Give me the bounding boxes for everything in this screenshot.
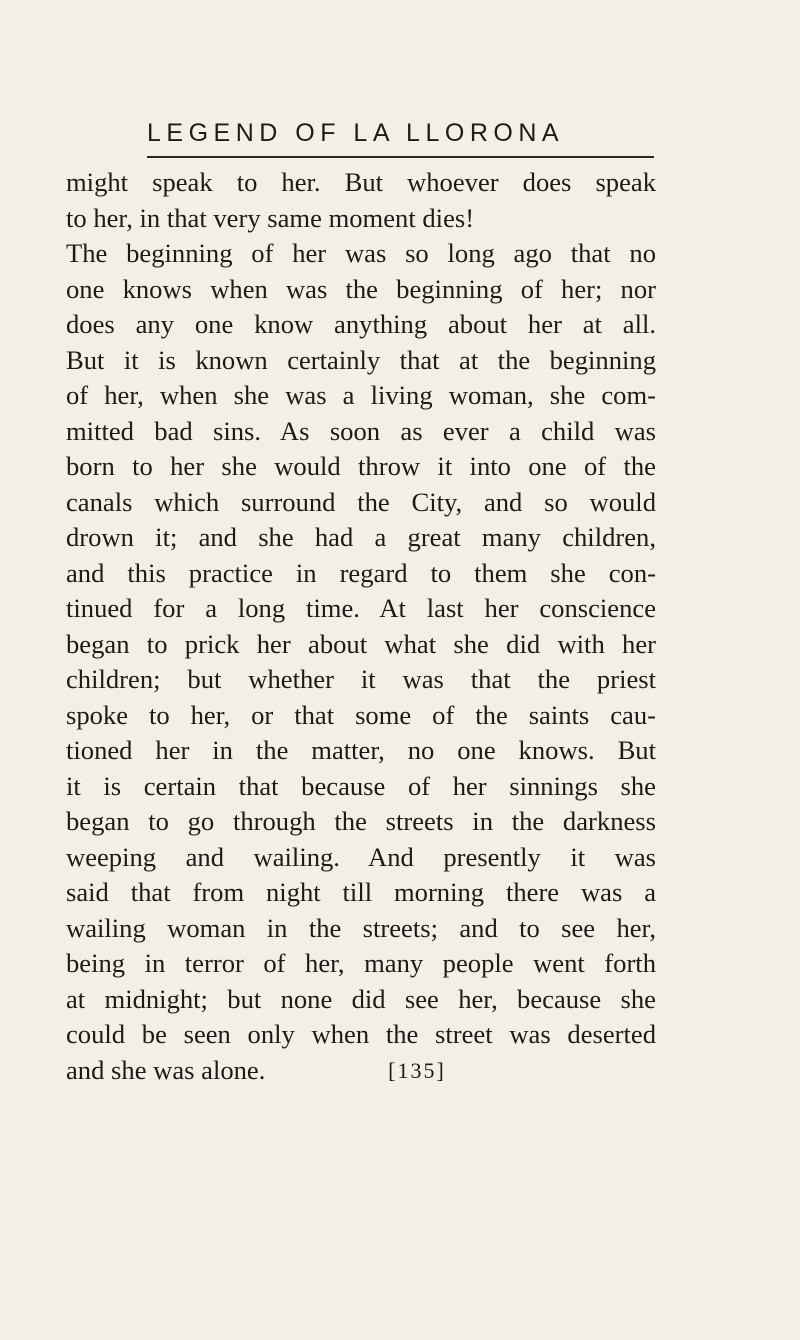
- body-text: [66, 165, 656, 1088]
- header-rule: [147, 156, 654, 158]
- text-line: and this practice in regard to them she con-: [66, 557, 656, 588]
- text-line: wailing woman in the streets; and to see her,: [66, 912, 656, 943]
- text-line: But it is known certainly that at the beginning: [66, 344, 656, 375]
- text-line: of her, when she was a living woman, she com-: [66, 380, 656, 410]
- text-line: weeping and wailing. And presently it was: [66, 841, 656, 872]
- text-line: could be seen only when the street was deserted: [66, 1019, 656, 1049]
- text-line: tinued for a long time. At last her conscience: [66, 593, 656, 623]
- page-number: [135]: [388, 1058, 446, 1083]
- text-line: it is certain that because of her sinnings she: [66, 770, 656, 801]
- text-line: said that from night till morning there was a: [66, 877, 656, 907]
- text-line: to her, in that very same moment dies!: [66, 202, 475, 233]
- text-line: children; but whether it was that the priest: [66, 664, 656, 694]
- text-line: one knows when was the beginning of her; nor: [66, 273, 656, 304]
- text-line: born to her she would throw it into one of the: [66, 451, 656, 481]
- text-line: spoke to her, or that some of the saints cau-: [66, 699, 656, 730]
- text-line: might speak to her. But whoever does speak: [66, 167, 656, 197]
- text-line: mitted bad sins. As soon as ever a child was: [66, 415, 656, 446]
- text-line: drown it; and she had a great many children,: [66, 522, 656, 552]
- running-header: LEGEND OF LA LLORONA: [147, 119, 565, 147]
- text-line: and she was alone.: [66, 1054, 266, 1085]
- text-line: canals which surround the City, and so would: [66, 486, 656, 517]
- text-line: The beginning of her was so long ago that no: [66, 238, 656, 268]
- text-line: at midnight; but none did see her, because she: [66, 983, 656, 1014]
- text-line: began to prick her about what she did with her: [66, 628, 656, 659]
- text-line: began to go through the streets in the darkness: [66, 806, 656, 836]
- text-line: does any one know anything about her at all.: [66, 309, 656, 339]
- text-line: tioned her in the matter, no one knows. But: [66, 735, 656, 765]
- text-line: being in terror of her, many people went forth: [66, 948, 656, 978]
